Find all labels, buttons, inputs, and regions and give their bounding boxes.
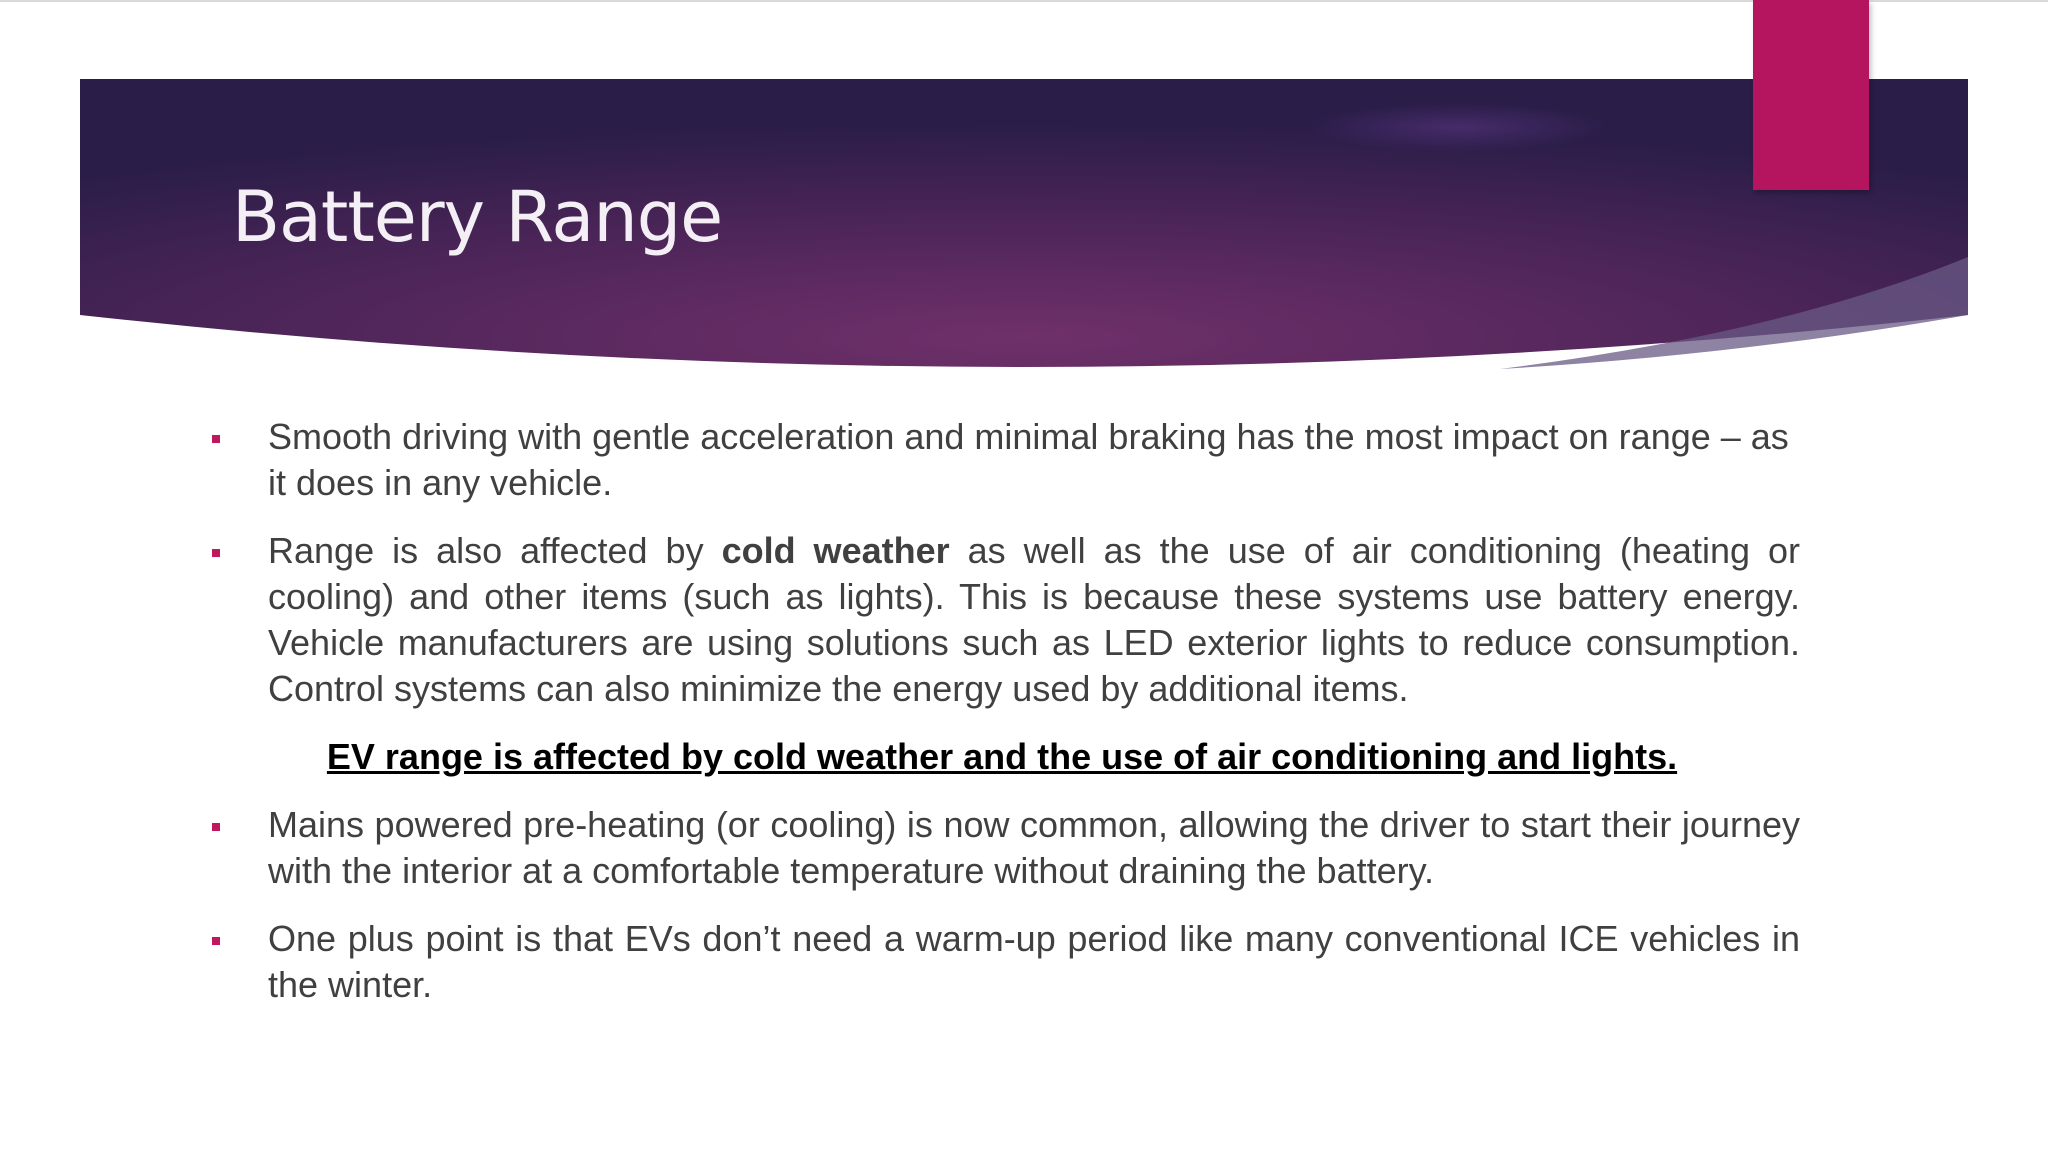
bullet-text: Smooth driving with gentle acceleration and minimal braking has the most impact on range – as it does in any vehicle. bbox=[268, 416, 1789, 503]
bullet-item-4 bbox=[204, 916, 1800, 1008]
bullet-text-bold: cold weather bbox=[721, 530, 950, 571]
bullet-item-1 bbox=[204, 414, 1800, 506]
top-rule bbox=[0, 0, 2048, 2]
bullet-text-post: as well as the use of air conditioning (heating or cooling) and other items (such as lights). This is because these systems use battery energy. Vehicle manufacturers are using solutions such as LED exterior lights to reduce consumption. Control systems can also minimize the energy used by additional items. bbox=[268, 530, 1800, 709]
square-bullet-icon bbox=[212, 435, 220, 443]
emphasis-statement: EV range is affected by cold weather and the use of air conditioning and lights. bbox=[326, 736, 1678, 777]
bullet-text bbox=[268, 528, 1800, 712]
slide-body bbox=[204, 414, 1800, 1030]
bullet-text: One plus point is that EVs don’t need a warm-up period like many conventional ICE vehicles in the winter. bbox=[268, 918, 1800, 1005]
accent-tab bbox=[1753, 0, 1869, 190]
bullet-text-pre: Range is also affected by bbox=[268, 530, 722, 571]
bullet-item-2 bbox=[204, 528, 1800, 712]
bullet-text: Mains powered pre-heating (or cooling) is now common, allowing the driver to start their journey with the interior at a comfortable temperature without draining the battery. bbox=[268, 804, 1800, 891]
square-bullet-icon bbox=[212, 937, 220, 945]
square-bullet-icon bbox=[212, 549, 220, 557]
bullet-item-3 bbox=[204, 802, 1800, 894]
square-bullet-icon bbox=[212, 823, 220, 831]
slide-title: Battery Range bbox=[232, 176, 723, 258]
